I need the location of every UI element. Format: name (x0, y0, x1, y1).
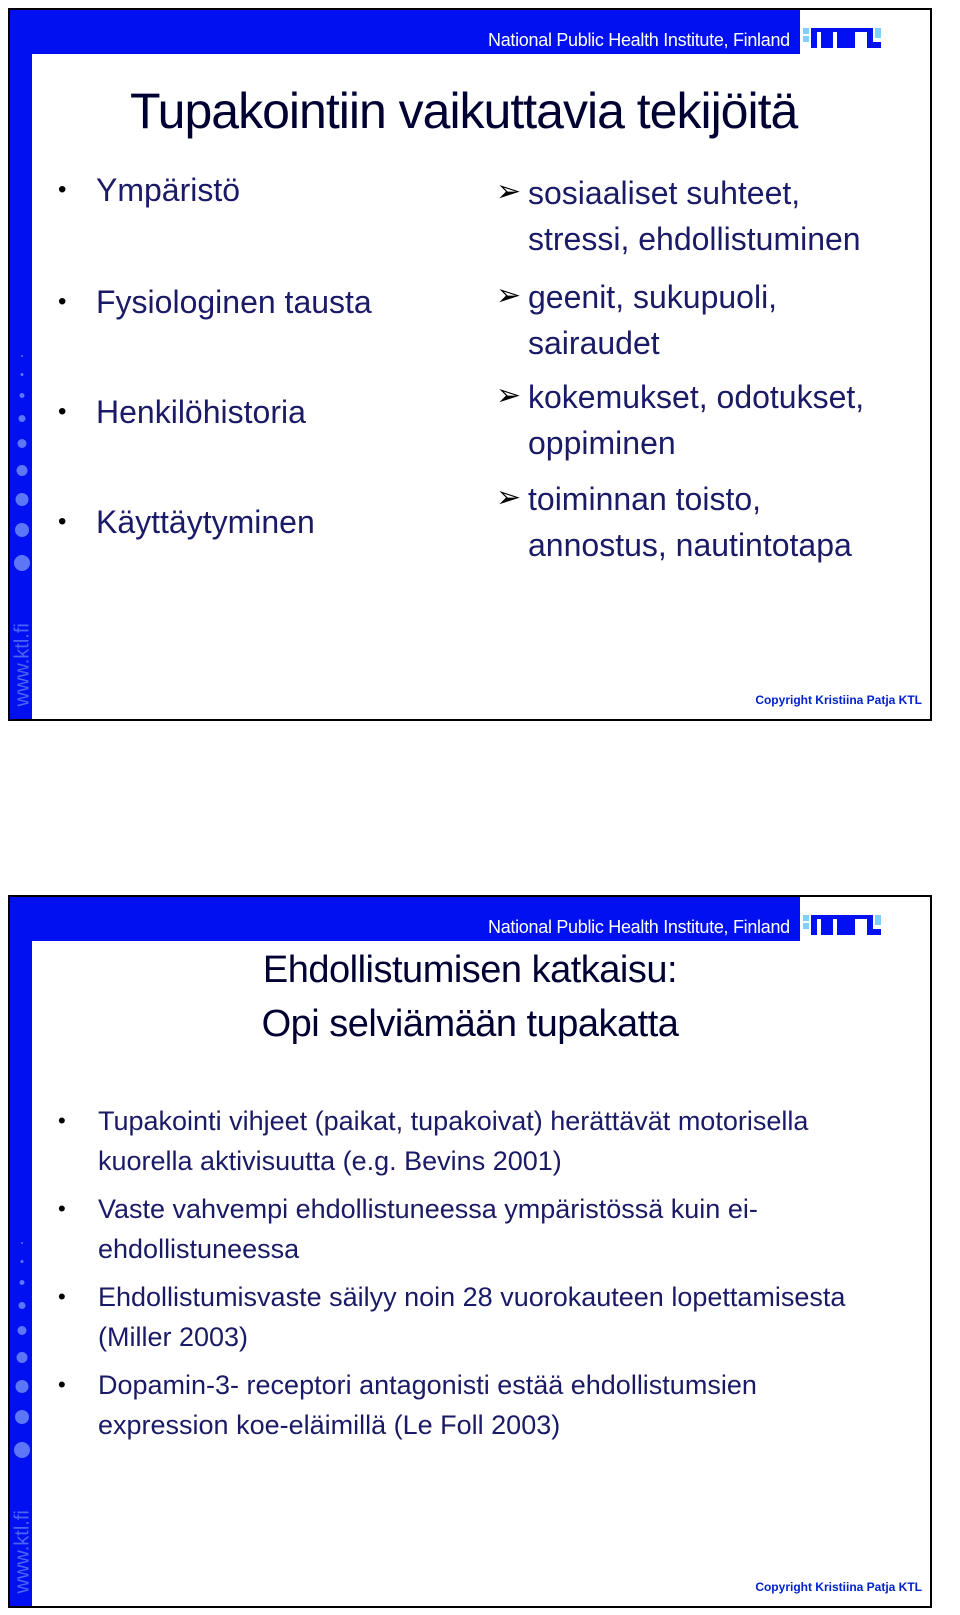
slide-title (170, 943, 770, 1051)
slide-title-line-2: Opi selviämään tupakatta (261, 1003, 679, 1045)
bullet-icon: • (58, 398, 67, 425)
ktl-logo (803, 911, 887, 939)
bullet-icon: • (58, 508, 67, 535)
slide-1: National Public Health Institute, Finland www.ktl.fi Tupakointiin vaikuttavia tekijöitä • Ympäristö • Fysiologinen tausta • Henkilöhistoria • Käyttäytyminen ➢ sosiaaliset suhteet, stressi, ehdollistuminen ➢ geenit, sukupuoli, sairaudet ➢ kokemukset, odotukset, oppiminen ➢ toiminnan toisto, annostus, nautintotapa Copyright Kristiina Patja KTL (8, 8, 932, 721)
copyright-text: Copyright Kristiina Patja KTL (755, 1580, 922, 1594)
arrow-bullet-icon: ➢ (496, 175, 522, 208)
ktl-logo (803, 24, 887, 52)
arrow-bullet-icon: ➢ (496, 279, 522, 312)
list-item: • Tupakointi vihjeet (paikat, tupakoivat) herättävät motorisella kuorella aktivisuutta (e.g. Bevins 2001) (58, 1101, 878, 1181)
list-item: • Vaste vahvempi ehdollistuneessa ympäristössä kuin ei-ehdollistuneessa (58, 1189, 878, 1269)
arrow-bullet-icon: ➢ (496, 481, 522, 514)
slide-2 (8, 895, 932, 1608)
bullet-icon: • (58, 1284, 66, 1309)
side-url-text: www.ktl.fi (11, 1510, 34, 1594)
bullet-icon: • (58, 1372, 66, 1397)
list-item: • Dopamin-3- receptori antagonisti estää ehdollistumsien expression koe-eläimillä (Le Foll 2003) (58, 1365, 878, 1445)
bullet-icon: • (58, 1196, 66, 1221)
bullet-icon: • (58, 176, 67, 203)
slide-title: Tupakointiin vaikuttavia tekijöitä (130, 83, 798, 139)
slide-title-line-1: Ehdollistumisen katkaisu: (262, 949, 678, 991)
bullet-icon: • (58, 288, 67, 315)
list-item: • Ehdollistumisvaste säilyy noin 28 vuorokauteen lopettamisesta (Miller 2003) (58, 1277, 878, 1357)
decorative-dots (14, 355, 30, 585)
copyright-text: Copyright Kristiina Patja KTL (755, 693, 922, 707)
decorative-dots (14, 1242, 30, 1472)
header-org-text: National Public Health Institute, Finland (488, 30, 790, 50)
arrow-bullet-icon: ➢ (496, 379, 522, 412)
bullet-icon: • (58, 1108, 66, 1133)
header-org-text: National Public Health Institute, Finland (488, 917, 790, 937)
bullet-list (58, 1101, 878, 1453)
side-url-text: www.ktl.fi (11, 623, 34, 707)
